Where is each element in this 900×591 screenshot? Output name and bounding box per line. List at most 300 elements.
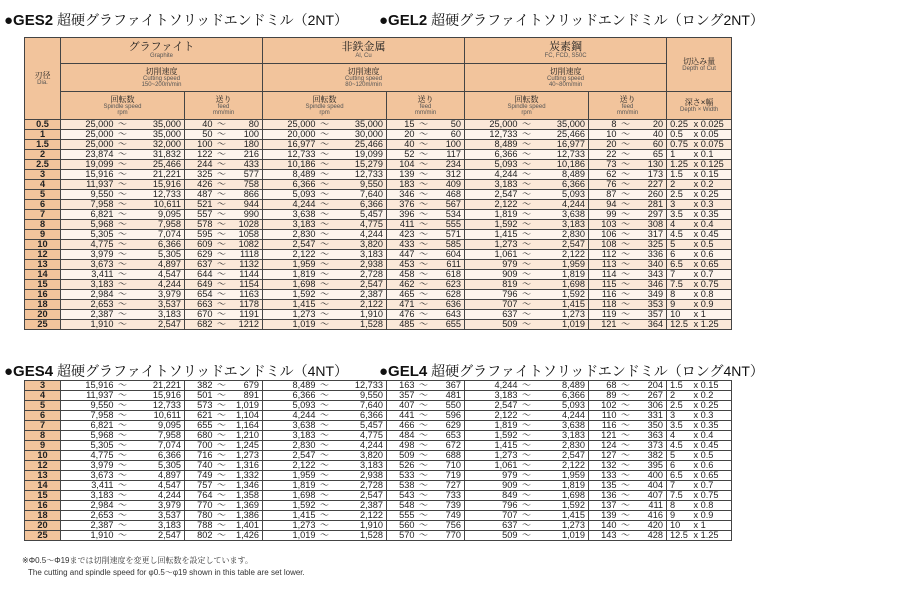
range-separator: ～: [521, 450, 532, 460]
range-separator: ～: [521, 139, 532, 149]
rpm-max-cell: 1,415: [533, 300, 589, 310]
feed-max-cell: 1,164: [228, 421, 263, 431]
rpm-max-cell: 12,733: [129, 190, 185, 200]
rpm-min-cell: 2,984: [61, 290, 117, 300]
table-row: [25, 521, 732, 531]
feed-min-cell: 40: [387, 140, 418, 150]
range-separator: ～: [117, 460, 128, 470]
feed-max-cell: 353: [632, 300, 667, 310]
rpm-max-cell: 12,733: [129, 401, 185, 411]
range-separator: ～: [319, 530, 330, 540]
feed-min-cell: 447: [387, 250, 418, 260]
range-separator: ～: [620, 279, 631, 289]
rpm-min-cell: 5,968: [61, 431, 117, 441]
rpm-max-cell: 1,819: [533, 270, 589, 280]
depth-cell: 9: [667, 300, 691, 310]
range-separator: ～: [319, 249, 330, 259]
feed-max-cell: 653: [430, 431, 465, 441]
rpm-label-jp: 回転数: [514, 94, 539, 104]
depth-cell: 10: [667, 310, 691, 320]
range-separator: ～: [521, 169, 532, 179]
rpm-max-cell: 10,611: [129, 200, 185, 210]
group-label-jp: 炭素鋼: [549, 41, 583, 53]
dia-cell: 14: [25, 270, 61, 280]
range-separator: ～: [521, 470, 532, 480]
rpm-max-cell: 2,122: [331, 300, 387, 310]
range-separator: ～: [418, 249, 429, 259]
rpm-min-cell: 637: [465, 310, 521, 320]
rpm-min-cell: 3,673: [61, 471, 117, 481]
feed-min-cell: 139: [589, 511, 620, 521]
rpm-header: [61, 92, 185, 120]
rpm-max-cell: 10,186: [533, 160, 589, 170]
rpm-min-cell: 2,984: [61, 501, 117, 511]
table-row: [25, 431, 732, 441]
range-separator: ～: [620, 530, 631, 540]
range-separator: ～: [216, 400, 227, 410]
depth-cell: 7: [667, 270, 691, 280]
rpm-max-cell: 2,728: [331, 270, 387, 280]
rpm-min-cell: 1,698: [263, 491, 319, 501]
feed-max-cell: 1,358: [228, 491, 263, 501]
feed-max-cell: 756: [430, 521, 465, 531]
rpm-min-cell: 4,244: [263, 200, 319, 210]
feed-unit: mm/min: [212, 109, 235, 116]
feed-max-cell: 468: [430, 190, 465, 200]
rpm-min-cell: 3,411: [61, 270, 117, 280]
range-separator: ～: [620, 520, 631, 530]
range-separator: ～: [418, 490, 429, 500]
feed-max-cell: 604: [430, 250, 465, 260]
doc-sub-label-en: Depth × Width: [680, 106, 719, 113]
table-row: [25, 180, 732, 190]
rpm-min-cell: 1,959: [263, 471, 319, 481]
depth-cell: 2: [667, 391, 691, 401]
rpm-min-cell: 2,830: [263, 441, 319, 451]
range-separator: ～: [521, 179, 532, 189]
rpm-min-cell: 707: [465, 300, 521, 310]
rpm-label-en: Spindle speed: [103, 103, 142, 110]
range-separator: ～: [117, 139, 128, 149]
feed-min-cell: 382: [185, 381, 216, 391]
rpm-min-cell: 509: [465, 320, 521, 330]
feed-min-cell: 139: [387, 170, 418, 180]
range-separator: ～: [319, 279, 330, 289]
range-separator: ～: [117, 470, 128, 480]
range-separator: ～: [521, 460, 532, 470]
rpm-max-cell: 21,221: [129, 170, 185, 180]
depth-cell: 3: [667, 411, 691, 421]
rpm-min-cell: 2,547: [465, 401, 521, 411]
feed-max-cell: 571: [430, 230, 465, 240]
range-separator: ～: [521, 380, 532, 390]
range-separator: ～: [521, 309, 532, 319]
rpm-max-cell: 25,466: [129, 160, 185, 170]
rpm-min-cell: 1,819: [263, 481, 319, 491]
feed-min-cell: 22: [589, 150, 620, 160]
range-separator: ～: [216, 169, 227, 179]
rpm-min-cell: 1,273: [465, 240, 521, 250]
feed-max-cell: 1154: [228, 280, 263, 290]
rpm-max-cell: 35,000: [129, 130, 185, 140]
feed-max-cell: 749: [430, 511, 465, 521]
range-separator: ～: [216, 520, 227, 530]
range-separator: ～: [620, 239, 631, 249]
feed-max-cell: 1,019: [228, 401, 263, 411]
rpm-min-cell: 12,733: [263, 150, 319, 160]
range-separator: ～: [216, 390, 227, 400]
feed-max-cell: 367: [430, 381, 465, 391]
feed-max-cell: 618: [430, 270, 465, 280]
rpm-min-cell: 4,244: [465, 170, 521, 180]
range-separator: ～: [319, 410, 330, 420]
rpm-min-cell: 2,653: [61, 300, 117, 310]
table-row: [25, 461, 732, 471]
feed-label-en: feed: [419, 103, 432, 110]
rpm-min-cell: 796: [465, 501, 521, 511]
range-separator: ～: [216, 309, 227, 319]
rpm-max-cell: 4,547: [129, 481, 185, 491]
rpm-min-cell: 8,489: [263, 381, 319, 391]
table-row: [25, 320, 732, 330]
feed-max-cell: 1163: [228, 290, 263, 300]
rpm-max-cell: 25,466: [331, 140, 387, 150]
rpm-max-cell: 3,638: [533, 421, 589, 431]
dia-cell: 16: [25, 290, 61, 300]
feed-max-cell: 364: [632, 320, 667, 330]
table-row: [25, 270, 732, 280]
dia-cell: 7: [25, 421, 61, 431]
width-cell: x 0.7: [691, 270, 732, 280]
dia-cell: 16: [25, 501, 61, 511]
doc-sub-label-jp: 深さ×幅: [684, 97, 714, 107]
range-separator: ～: [319, 430, 330, 440]
dia-cell: 8: [25, 431, 61, 441]
rpm-max-cell: 4,897: [129, 260, 185, 270]
feed-min-cell: 106: [589, 230, 620, 240]
feed-min-cell: 133: [589, 471, 620, 481]
feed-max-cell: 80: [228, 120, 263, 130]
rpm-min-cell: 5,093: [263, 401, 319, 411]
speed-header-carbon-steel: [465, 64, 667, 92]
rpm-max-cell: 12,733: [331, 170, 387, 180]
depth-cell: 0.75: [667, 140, 691, 150]
rpm-min-cell: 3,638: [263, 210, 319, 220]
feed-min-cell: 50: [185, 130, 216, 140]
depth-cell: 0.5: [667, 130, 691, 140]
table-row: [25, 220, 732, 230]
feed-min-cell: 115: [589, 280, 620, 290]
width-cell: x 0.45: [691, 230, 732, 240]
rpm-min-cell: 3,183: [61, 280, 117, 290]
feed-min-cell: 764: [185, 491, 216, 501]
range-separator: ～: [216, 420, 227, 430]
rpm-min-cell: 909: [465, 481, 521, 491]
feed-label-jp: 送り: [619, 94, 636, 104]
feed-min-cell: 423: [387, 230, 418, 240]
rpm-min-cell: 15,916: [61, 381, 117, 391]
rpm-max-cell: 4,547: [129, 270, 185, 280]
dia-cell: 3: [25, 381, 61, 391]
range-separator: ～: [521, 299, 532, 309]
range-separator: ～: [117, 199, 128, 209]
rpm-min-cell: 637: [465, 521, 521, 531]
range-separator: ～: [117, 500, 128, 510]
dia-cell: 6: [25, 200, 61, 210]
range-separator: ～: [418, 189, 429, 199]
range-separator: ～: [620, 390, 631, 400]
range-separator: ～: [521, 269, 532, 279]
rpm-min-cell: 3,183: [465, 391, 521, 401]
feed-max-cell: 227: [632, 180, 667, 190]
feed-min-cell: 376: [387, 200, 418, 210]
feed-min-cell: 548: [387, 501, 418, 511]
feed-label-jp: 送り: [417, 94, 434, 104]
rpm-max-cell: 9,550: [331, 391, 387, 401]
rpm-max-cell: 1,698: [533, 491, 589, 501]
feed-min-cell: 94: [589, 200, 620, 210]
feed-min-cell: 498: [387, 441, 418, 451]
table-row: [25, 471, 732, 481]
rpm-max-cell: 10,611: [129, 411, 185, 421]
table-body: [25, 120, 732, 330]
range-separator: ～: [216, 249, 227, 259]
rpm-min-cell: 16,977: [263, 140, 319, 150]
range-separator: ～: [319, 480, 330, 490]
range-separator: ～: [117, 129, 128, 139]
range-separator: ～: [521, 249, 532, 259]
range-separator: ～: [620, 129, 631, 139]
feed-max-cell: 534: [430, 210, 465, 220]
range-separator: ～: [216, 279, 227, 289]
rpm-max-cell: 4,775: [331, 220, 387, 230]
range-separator: ～: [319, 159, 330, 169]
range-separator: ～: [319, 259, 330, 269]
feed-min-cell: 543: [387, 491, 418, 501]
dia-cell: 9: [25, 230, 61, 240]
feed-header: [185, 92, 263, 120]
feed-min-cell: 476: [387, 310, 418, 320]
table-row: [25, 120, 732, 130]
feed-max-cell: 1144: [228, 270, 263, 280]
rpm-max-cell: 1,910: [331, 310, 387, 320]
range-separator: ～: [418, 279, 429, 289]
feed-min-cell: 87: [589, 190, 620, 200]
range-separator: ～: [216, 470, 227, 480]
range-separator: ～: [216, 289, 227, 299]
feed-max-cell: 585: [430, 240, 465, 250]
rpm-min-cell: 15,916: [61, 170, 117, 180]
rpm-min-cell: 3,183: [61, 491, 117, 501]
dia-label-en: Dia.: [37, 79, 48, 86]
depth-cell: 6.5: [667, 471, 691, 481]
gel4-desc: 超硬グラファイトソリッドエンドミル（ロング4NT）: [431, 363, 764, 379]
range-separator: ～: [620, 139, 631, 149]
rpm-max-cell: 6,366: [129, 240, 185, 250]
feed-min-cell: 100: [185, 140, 216, 150]
ges2-code: ●GES2: [4, 12, 54, 29]
ges4-title: [4, 361, 348, 381]
rpm-max-cell: 3,979: [129, 290, 185, 300]
range-separator: ～: [521, 510, 532, 520]
range-separator: ～: [117, 219, 128, 229]
cutting-conditions-table-4nt: [24, 380, 732, 541]
width-cell: x 1: [691, 521, 732, 531]
rpm-min-cell: 1,273: [263, 521, 319, 531]
feed-min-cell: 62: [589, 170, 620, 180]
range-separator: ～: [521, 129, 532, 139]
feed-min-cell: 670: [185, 310, 216, 320]
feed-max-cell: 234: [430, 160, 465, 170]
width-cell: x 0.9: [691, 511, 732, 521]
feed-max-cell: 336: [632, 250, 667, 260]
table-row: [25, 170, 732, 180]
rpm-max-cell: 15,916: [129, 180, 185, 190]
range-separator: ～: [117, 309, 128, 319]
width-cell: x 0.8: [691, 290, 732, 300]
range-separator: ～: [216, 139, 227, 149]
rpm-max-cell: 6,366: [331, 411, 387, 421]
range-separator: ～: [319, 319, 330, 329]
feed-max-cell: 349: [632, 290, 667, 300]
range-separator: ～: [117, 269, 128, 279]
rpm-max-cell: 25,466: [533, 130, 589, 140]
range-separator: ～: [418, 440, 429, 450]
range-separator: ～: [620, 440, 631, 450]
rpm-max-cell: 2,938: [331, 260, 387, 270]
feed-min-cell: 143: [589, 531, 620, 541]
range-separator: ～: [418, 179, 429, 189]
rpm-max-cell: 7,958: [129, 431, 185, 441]
range-separator: ～: [418, 410, 429, 420]
rpm-min-cell: 8,489: [263, 170, 319, 180]
feed-max-cell: 409: [430, 180, 465, 190]
range-separator: ～: [418, 159, 429, 169]
rpm-min-cell: 3,183: [465, 180, 521, 190]
range-separator: ～: [216, 179, 227, 189]
feed-min-cell: 749: [185, 471, 216, 481]
rpm-max-cell: 9,095: [129, 421, 185, 431]
range-separator: ～: [521, 289, 532, 299]
feed-max-cell: 100: [430, 140, 465, 150]
depth-cell: 1.5: [667, 381, 691, 391]
depth-cell: 7.5: [667, 491, 691, 501]
feed-min-cell: 103: [589, 220, 620, 230]
range-separator: ～: [418, 139, 429, 149]
range-separator: ～: [521, 410, 532, 420]
range-separator: ～: [521, 390, 532, 400]
feed-max-cell: 343: [632, 270, 667, 280]
range-separator: ～: [620, 309, 631, 319]
table-row: [25, 411, 732, 421]
range-separator: ～: [418, 299, 429, 309]
rpm-min-cell: 1,819: [465, 421, 521, 431]
rpm-unit: rpm: [521, 109, 532, 116]
feed-min-cell: 20: [589, 140, 620, 150]
rpm-min-cell: 7,958: [61, 411, 117, 421]
feed-min-cell: 108: [589, 240, 620, 250]
rpm-min-cell: 19,099: [61, 160, 117, 170]
range-separator: ～: [620, 229, 631, 239]
rpm-min-cell: 1,415: [263, 511, 319, 521]
rpm-max-cell: 6,366: [533, 180, 589, 190]
range-separator: ～: [620, 209, 631, 219]
range-separator: ～: [216, 460, 227, 470]
gel4-code: ●GEL4: [379, 363, 428, 380]
rpm-min-cell: 2,122: [465, 411, 521, 421]
feed-min-cell: 8: [589, 120, 620, 130]
range-separator: ～: [117, 510, 128, 520]
width-cell: x 1.25: [691, 320, 732, 330]
rpm-min-cell: 1,819: [465, 210, 521, 220]
range-separator: ～: [117, 530, 128, 540]
rpm-min-cell: 979: [465, 260, 521, 270]
rpm-min-cell: 1,061: [465, 250, 521, 260]
rpm-min-cell: 1,061: [465, 461, 521, 471]
range-separator: ～: [418, 269, 429, 279]
range-separator: ～: [521, 279, 532, 289]
dia-cell: 4: [25, 180, 61, 190]
rpm-max-cell: 4,244: [331, 441, 387, 451]
rpm-max-cell: 3,183: [331, 250, 387, 260]
rpm-max-cell: 3,183: [129, 521, 185, 531]
range-separator: ～: [117, 440, 128, 450]
feed-min-cell: 127: [589, 451, 620, 461]
feed-max-cell: 325: [632, 240, 667, 250]
table-row: [25, 531, 732, 541]
feed-min-cell: 770: [185, 501, 216, 511]
rpm-max-cell: 2,122: [533, 250, 589, 260]
range-separator: ～: [521, 319, 532, 329]
feed-min-cell: 244: [185, 160, 216, 170]
feed-min-cell: 20: [387, 130, 418, 140]
doc-label-en: Depth of Cut: [682, 65, 716, 72]
feed-min-cell: 396: [387, 210, 418, 220]
range-separator: ～: [319, 229, 330, 239]
feed-max-cell: 596: [430, 411, 465, 421]
rpm-label-en: Spindle speed: [305, 103, 344, 110]
feed-header: [387, 92, 465, 120]
feed-max-cell: 130: [632, 160, 667, 170]
feed-max-cell: 404: [632, 481, 667, 491]
width-cell: x 0.6: [691, 461, 732, 471]
dia-cell: 13: [25, 260, 61, 270]
range-separator: ～: [319, 400, 330, 410]
feed-min-cell: 526: [387, 461, 418, 471]
feed-min-cell: 132: [589, 461, 620, 471]
rpm-max-cell: 2,547: [533, 240, 589, 250]
range-separator: ～: [521, 159, 532, 169]
depth-cell: 1.5: [667, 170, 691, 180]
feed-max-cell: 623: [430, 280, 465, 290]
rpm-min-cell: 3,411: [61, 481, 117, 491]
feed-max-cell: 204: [632, 381, 667, 391]
table-row: [25, 481, 732, 491]
range-separator: ～: [418, 510, 429, 520]
rpm-min-cell: 5,968: [61, 220, 117, 230]
feed-min-cell: 113: [589, 260, 620, 270]
table-row: [25, 421, 732, 431]
speed-value: 40~80m/min: [548, 81, 583, 88]
rpm-max-cell: 31,832: [129, 150, 185, 160]
range-separator: ～: [418, 530, 429, 540]
range-separator: ～: [418, 520, 429, 530]
rpm-min-cell: 2,387: [61, 310, 117, 320]
gel4-title: [379, 361, 764, 381]
range-separator: ～: [418, 400, 429, 410]
feed-min-cell: 441: [387, 411, 418, 421]
feed-min-cell: 40: [185, 120, 216, 130]
